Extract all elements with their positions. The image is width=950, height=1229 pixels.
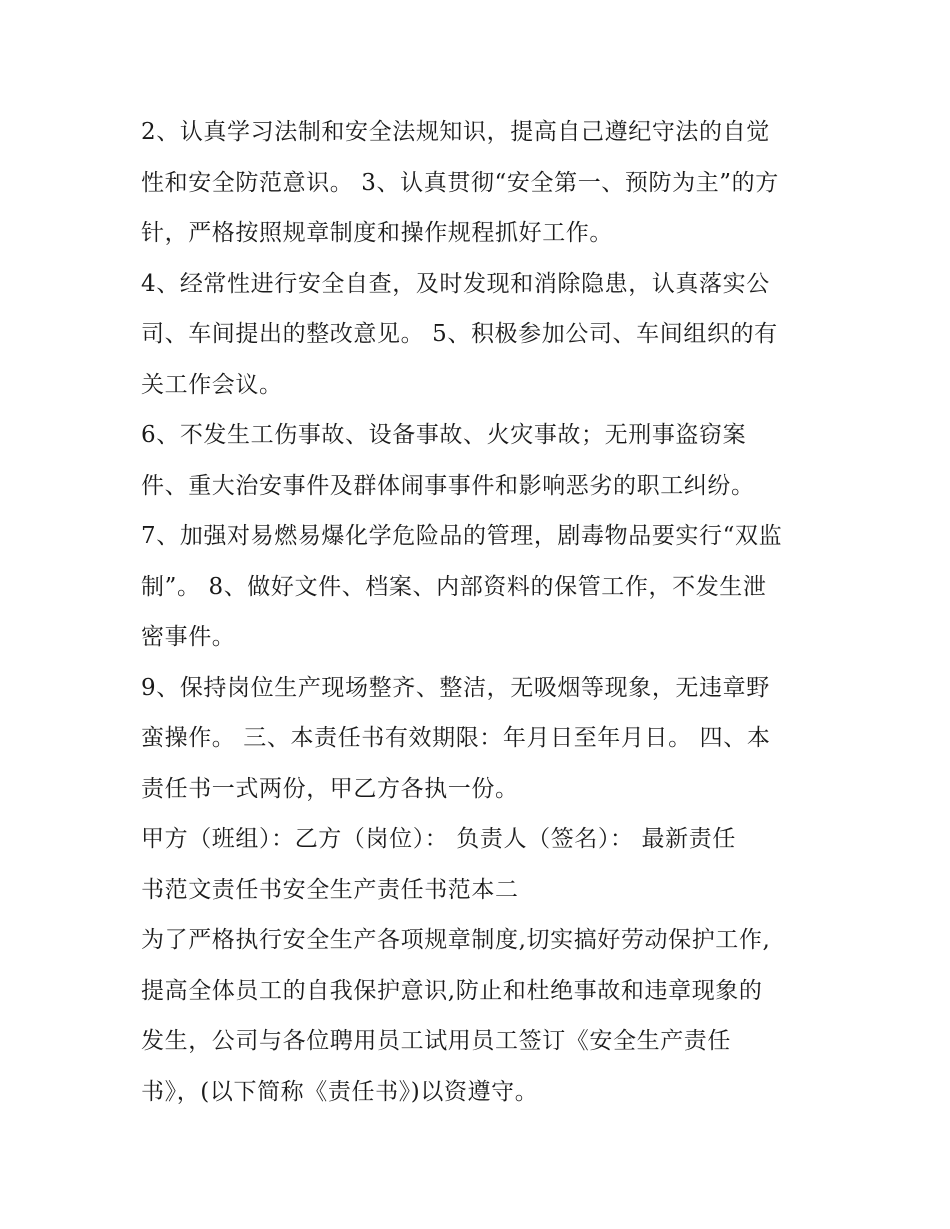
text-line: 书范文责任书安全生产责任书范本二: [141, 876, 519, 903]
text-line: 制”。 8、做好文件、档案、内部资料的保管工作，不发生泄: [141, 573, 767, 600]
text-line: 甲方（班组）：乙方（岗位）： 负责人（签名）： 最新责任: [141, 826, 736, 852]
text-line: 蛮操作。 三、本责任书有效期限：年月日至年月日。 四、本: [141, 725, 771, 751]
text-line: 4、经常性进行安全自查，及时发现和消除隐患，认真落实公: [141, 270, 770, 297]
text-line: 关工作会议。: [141, 371, 283, 398]
text-line: 2、认真学习法制和安全法规知识，提高自己遵纪守法的自觉: [141, 119, 770, 145]
text-line: 针，严格按照规章制度和操作规程抓好工作。: [141, 220, 613, 246]
text-line: 7、加强对易燃易爆化学危险品的管理，剧毒物品要实行“双监: [141, 523, 783, 549]
text-line: 司、车间提出的整改意见。 5、积极参加公司、车间组织的有: [141, 321, 778, 347]
text-line: 性和安全防范意识。 3、认真贯彻“安全第一、预防为主”的方: [141, 169, 779, 196]
text-line: 9、保持岗位生产现场整齐、整洁，无吸烟等现象，无违章野: [141, 674, 770, 701]
text-line: 发生，公司与各位聘用员工试用员工签订《安全生产责任: [141, 1028, 731, 1054]
document-body: [141, 107, 821, 1117]
text-line: 密事件。: [141, 624, 236, 650]
text-line: 提高全体员工的自我保护意识,防止和杜绝事故和违章现象的: [141, 977, 763, 1004]
text-line: 件、重大治安事件及群体闹事事件和影响恶劣的职工纠纷。: [141, 472, 755, 499]
text-line: 6、不发生工伤事故、设备事故、火灾事故；无刑事盗窃案: [141, 422, 747, 448]
text-line: 责任书一式两份，甲乙方各执一份。: [141, 775, 519, 802]
text-line: 书》，(以下简称《责任书》)以资遵守。: [141, 1078, 539, 1105]
text-line: 为了严格执行安全生产各项规章制度,切实搞好劳动保护工作,: [141, 927, 771, 953]
